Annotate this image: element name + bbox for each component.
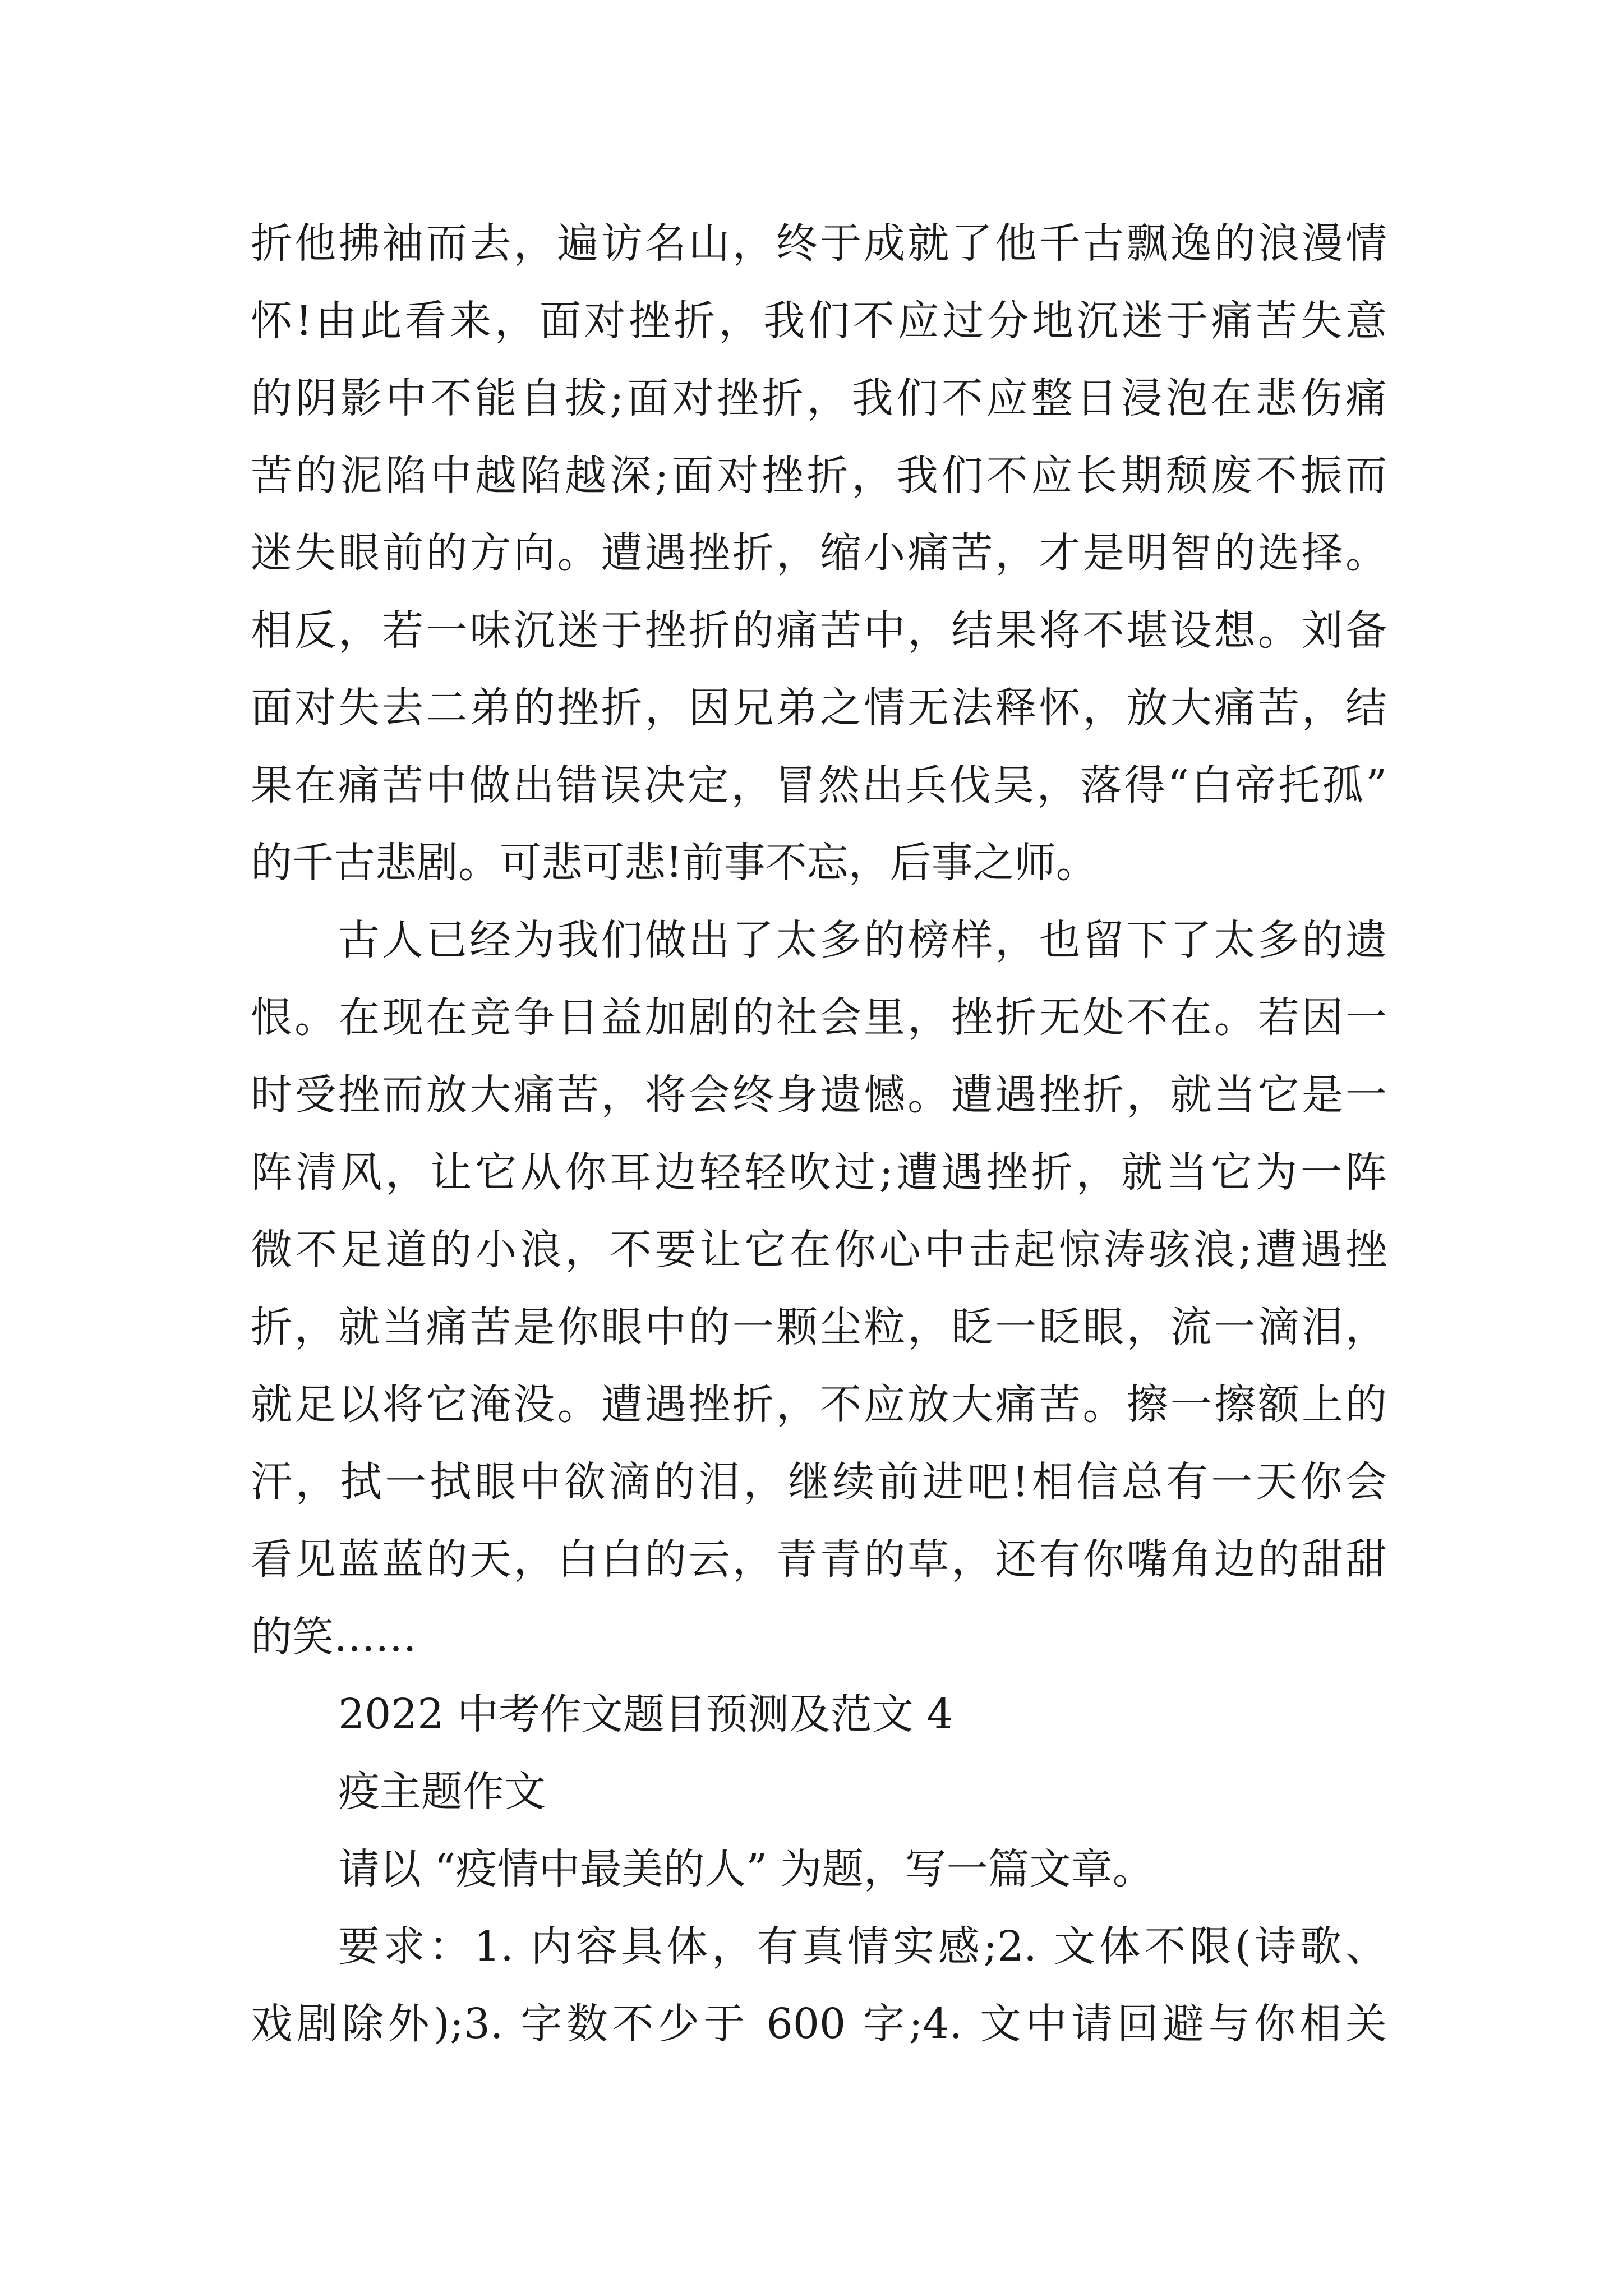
document-body (251, 205, 1387, 2063)
text-line: 苦的泥陷中越陷越深;面对挫折，我们不应长期颓废不振而 (251, 452, 1387, 500)
text-line: 迷失眼前的方向。遭遇挫折，缩小痛苦，才是明智的选择。 (251, 529, 1387, 577)
text-line: 折，就当痛苦是你眼中的一颗尘粒，眨一眨眼，流一滴泪， (251, 1303, 1387, 1351)
text-line: 看见蓝蓝的天，白白的云，青青的草，还有你嘴角边的甜甜 (251, 1535, 1387, 1584)
text-line: 时受挫而放大痛苦，将会终身遗憾。遭遇挫折，就当它是一 (251, 1071, 1387, 1119)
text-line: 汗，拭一拭眼中欲滴的泪，继续前进吧!相信总有一天你会 (251, 1458, 1387, 1506)
text-line: 怀!由此看来，面对挫折，我们不应过分地沉迷于痛苦失意 (251, 297, 1387, 345)
text-line: 果在痛苦中做出错误决定，冒然出兵伐吴，落得“白帝托孤” (251, 761, 1387, 809)
text-line: 的阴影中不能自拔;面对挫折，我们不应整日浸泡在悲伤痛 (251, 374, 1387, 422)
text-line: 折他拂袖而去，遍访名山，终于成就了他千古飘逸的浪漫情 (251, 219, 1387, 268)
prompt-line: 请以 “疫情中最美的人” 为题，写一篇文章。 (338, 1845, 1154, 1893)
requirements-line: 要求：1. 内容具体，有真情实感;2. 文体不限(诗歌、 (338, 1922, 1387, 1971)
requirements-line: 戏剧除外);3. 字数不少于 600 字;4. 文中请回避与你相关 (251, 2000, 1387, 2048)
text-line: 阵清风，让它从你耳边轻轻吹过;遭遇挫折，就当它为一阵 (251, 1148, 1387, 1197)
text-line: 微不足道的小浪，不要让它在你心中击起惊涛骇浪;遭遇挫 (251, 1226, 1387, 1274)
topic-title: 疫主题作文 (338, 1768, 546, 1816)
text-line: 就足以将它淹没。遭遇挫折，不应放大痛苦。擦一擦额上的 (251, 1381, 1387, 1429)
text-line: 面对失去二弟的挫折，因兄弟之情无法释怀，放大痛苦，结 (251, 684, 1387, 732)
text-line: 的千古悲剧。可悲可悲!前事不忘，后事之师。 (251, 839, 1098, 887)
section-heading: 2022 中考作文题目预测及范文 4 (338, 1690, 953, 1738)
paragraph-first-line: 古人已经为我们做出了太多的榜样，也留下了太多的遗 (338, 916, 1387, 964)
text-line: 相反，若一味沉迷于挫折的痛苦中，结果将不堪设想。刘备 (251, 606, 1387, 655)
text-line: 恨。在现在竞争日益加剧的社会里，挫折无处不在。若因一 (251, 993, 1387, 1042)
text-line: 的笑…… (251, 1613, 417, 1661)
